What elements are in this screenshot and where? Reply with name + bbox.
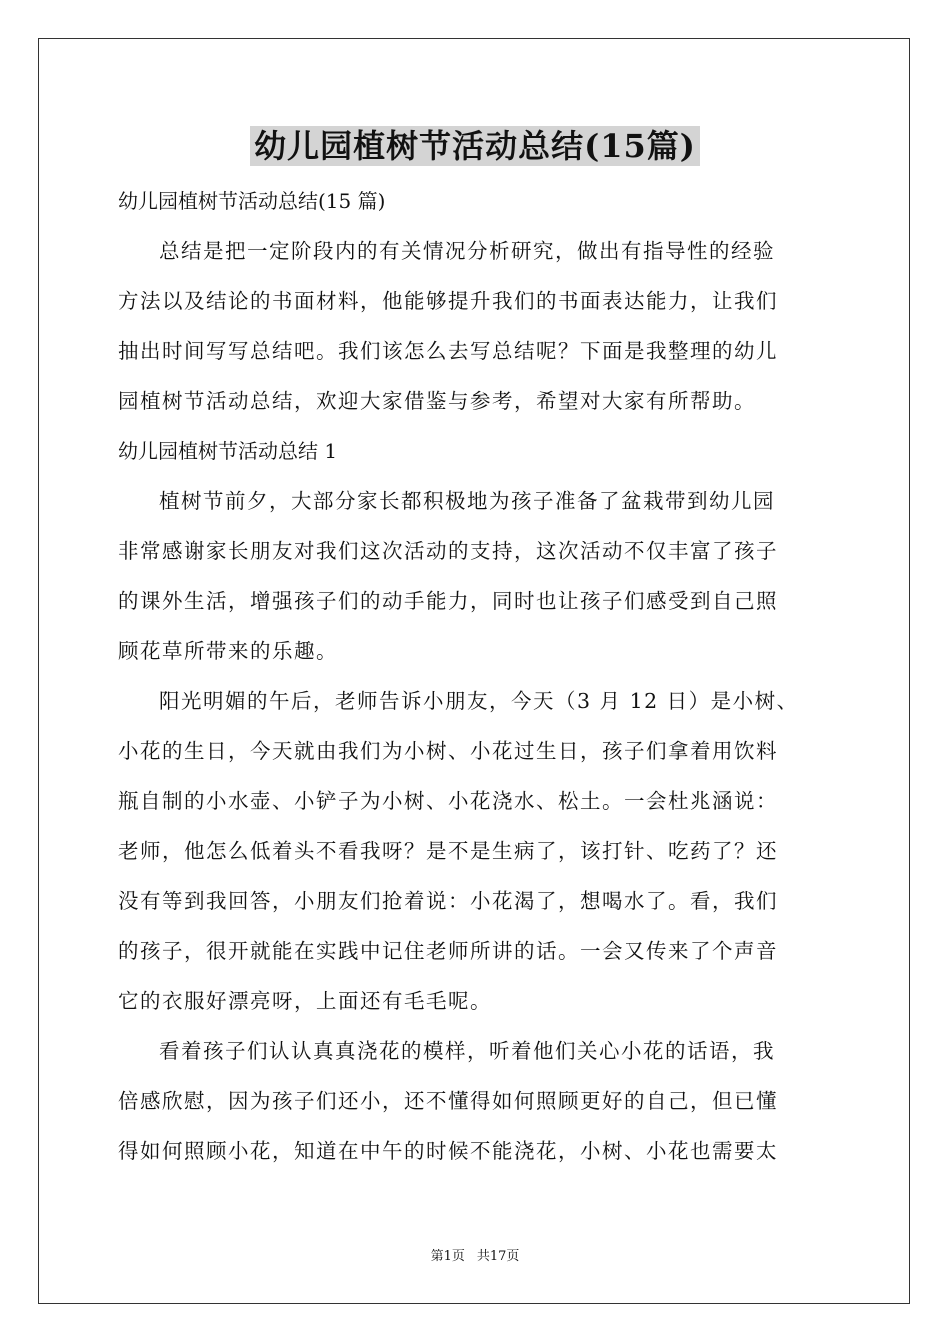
text-line: 小花的生日，今天就由我们为小树、小花过生日，孩子们拿着用饮料 [118, 739, 778, 763]
document-body [118, 176, 838, 1176]
document-title: 幼儿园植树节活动总结(15篇) [250, 126, 700, 166]
text-line: 阳光明媚的午后，老师告诉小朋友，今天（3 月 12 日）是小树、 [159, 689, 799, 713]
text-line: 得如何照顾小花，知道在中午的时候不能浇花，小树、小花也需要太 [118, 1139, 778, 1163]
text-line: 的孩子，很开就能在实践中记住老师所讲的话。一会又传来了个声音 [118, 939, 778, 963]
text-line: 园植树节活动总结，欢迎大家借鉴与参考，希望对大家有所帮助。 [118, 389, 756, 413]
document-subtitle: 幼儿园植树节活动总结(15 篇) [118, 189, 386, 213]
text-line: 看着孩子们认认真真浇花的模样，听着他们关心小花的话语，我 [159, 1039, 775, 1063]
text-line: 它的衣服好漂亮呀，上面还有毛毛呢。 [118, 989, 492, 1013]
text-line: 植树节前夕，大部分家长都积极地为孩子准备了盆栽带到幼儿园 [159, 489, 775, 513]
text-line: 非常感谢家长朋友对我们这次活动的支持，这次活动不仅丰富了孩子 [118, 539, 778, 563]
text-line: 的课外生活，增强孩子们的动手能力，同时也让孩子们感受到自己照 [118, 589, 778, 613]
text-line: 老师，他怎么低着头不看我呀？是不是生病了，该打针、吃药了？还 [118, 839, 778, 863]
body-paragraph [118, 676, 838, 1026]
page-footer [0, 1245, 950, 1264]
text-line: 顾花草所带来的乐趣。 [118, 639, 338, 663]
title-block [0, 126, 950, 166]
text-line: 总结是把一定阶段内的有关情况分析研究，做出有指导性的经验 [159, 239, 775, 263]
page-count: 共17页 [476, 1249, 520, 1264]
text-line: 倍感欣慰，因为孩子们还小，还不懂得如何照顾更好的自己，但已懂 [118, 1089, 778, 1113]
body-paragraph [118, 476, 838, 676]
text-line: 抽出时间写写总结吧。我们该怎么去写总结呢？下面是我整理的幼儿 [118, 339, 778, 363]
section-heading: 幼儿园植树节活动总结 1 [118, 439, 338, 463]
body-paragraph [118, 1026, 838, 1176]
text-line: 没有等到我回答，小朋友们抢着说：小花渴了，想喝水了。看，我们 [118, 889, 778, 913]
text-line: 方法以及结论的书面材料，他能够提升我们的书面表达能力，让我们 [118, 289, 778, 313]
intro-paragraph [118, 226, 838, 426]
text-line: 瓶自制的小水壶、小铲子为小树、小花浇水、松土。一会杜兆涵说： [118, 789, 778, 813]
page-number: 第1页 [430, 1249, 465, 1264]
